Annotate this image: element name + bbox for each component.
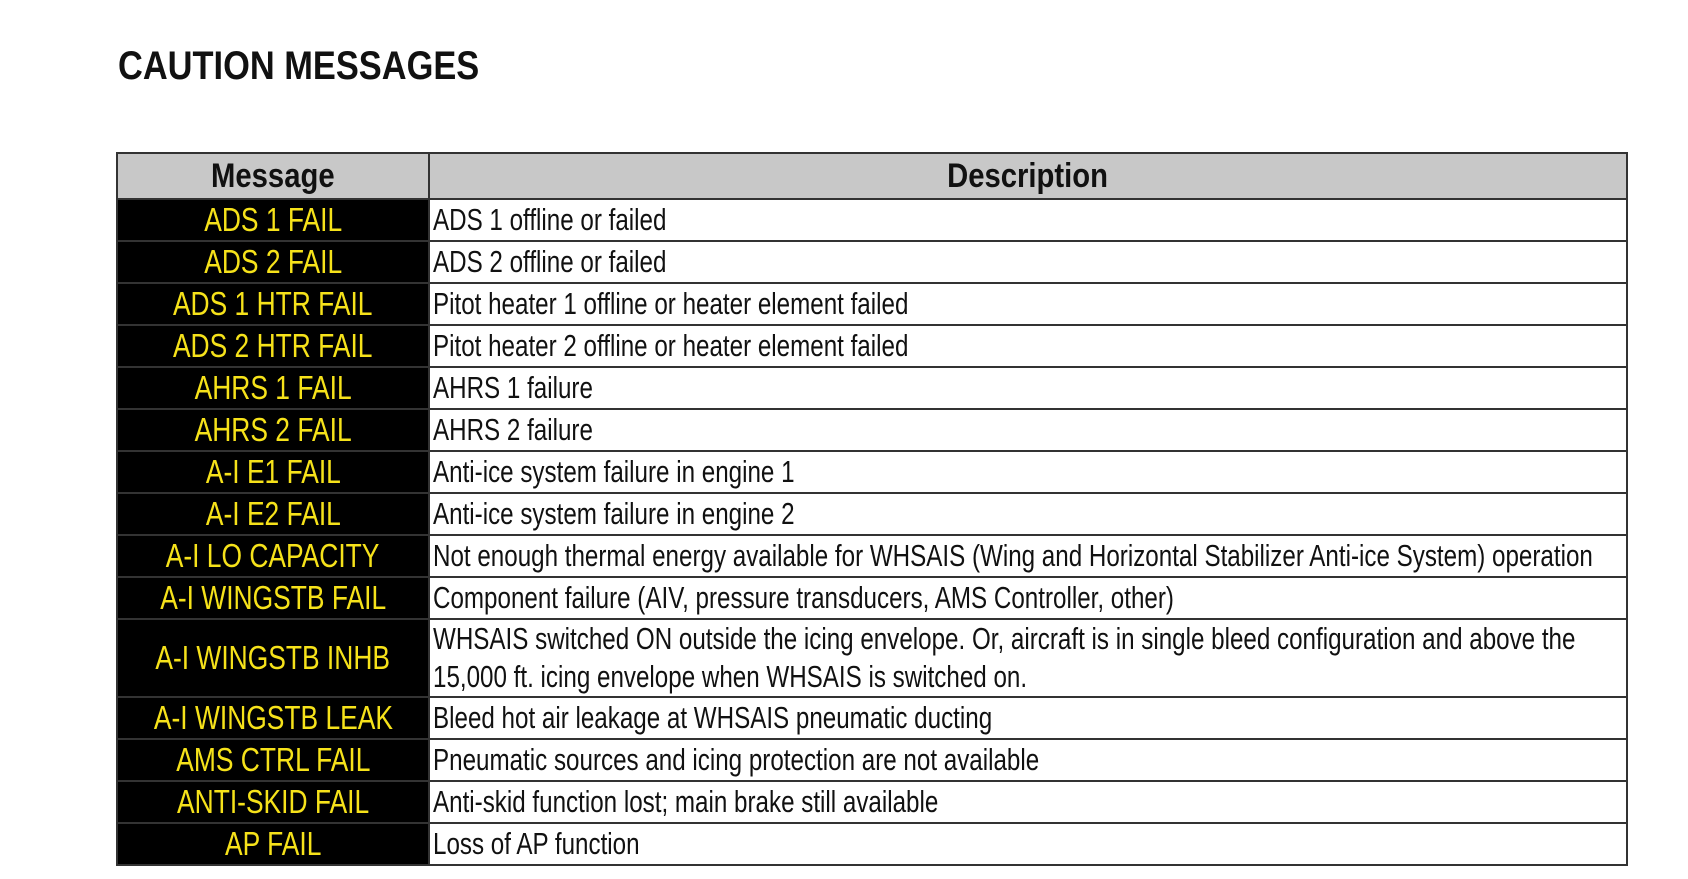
description-cell: WHSAIS switched ON outside the icing envelope. Or, aircraft is in single bleed configuration and above the 15,000 ft. icing envelope when WHSAIS is switched on. <box>429 619 1627 697</box>
caution-messages-table <box>116 152 1628 866</box>
table-row <box>117 823 1627 865</box>
message-cell: ANTI-SKID FAIL <box>117 781 429 823</box>
description-cell: Not enough thermal energy available for WHSAIS (Wing and Horizontal Stabilizer Anti-ice System) operation <box>429 535 1627 577</box>
table-row <box>117 535 1627 577</box>
description-cell: Pitot heater 1 offline or heater element failed <box>429 283 1627 325</box>
message-cell: A-I E2 FAIL <box>117 493 429 535</box>
description-cell: Pitot heater 2 offline or heater element failed <box>429 325 1627 367</box>
description-cell: Anti-ice system failure in engine 1 <box>429 451 1627 493</box>
message-cell: AHRS 2 FAIL <box>117 409 429 451</box>
description-cell: AHRS 2 failure <box>429 409 1627 451</box>
table-row <box>117 619 1627 697</box>
table-row <box>117 241 1627 283</box>
table-row <box>117 739 1627 781</box>
message-cell: ADS 2 FAIL <box>117 241 429 283</box>
description-cell: Component failure (AIV, pressure transducers, AMS Controller, other) <box>429 577 1627 619</box>
message-cell: A-I WINGSTB LEAK <box>117 697 429 739</box>
message-cell: A-I WINGSTB INHB <box>117 619 429 697</box>
description-cell: Bleed hot air leakage at WHSAIS pneumatic ducting <box>429 697 1627 739</box>
description-cell: Anti-ice system failure in engine 2 <box>429 493 1627 535</box>
table-row <box>117 697 1627 739</box>
message-cell: ADS 1 FAIL <box>117 199 429 241</box>
description-cell: Pneumatic sources and icing protection are not available <box>429 739 1627 781</box>
table-row <box>117 451 1627 493</box>
table-row <box>117 367 1627 409</box>
table-header-row <box>117 153 1627 199</box>
message-cell: ADS 1 HTR FAIL <box>117 283 429 325</box>
table-row <box>117 781 1627 823</box>
description-cell: Loss of AP function <box>429 823 1627 865</box>
table-row <box>117 409 1627 451</box>
message-cell: A-I WINGSTB FAIL <box>117 577 429 619</box>
table-row <box>117 325 1627 367</box>
description-cell: Anti-skid function lost; main brake still available <box>429 781 1627 823</box>
message-cell: AHRS 1 FAIL <box>117 367 429 409</box>
message-cell: AMS CTRL FAIL <box>117 739 429 781</box>
table-row <box>117 283 1627 325</box>
column-header-message: Message <box>117 153 429 199</box>
description-cell: ADS 2 offline or failed <box>429 241 1627 283</box>
table-row <box>117 493 1627 535</box>
column-header-description: Description <box>429 153 1627 199</box>
message-cell: AP FAIL <box>117 823 429 865</box>
message-cell: A-I E1 FAIL <box>117 451 429 493</box>
table-row <box>117 577 1627 619</box>
description-cell: AHRS 1 failure <box>429 367 1627 409</box>
description-cell: ADS 1 offline or failed <box>429 199 1627 241</box>
message-cell: A-I LO CAPACITY <box>117 535 429 577</box>
message-cell: ADS 2 HTR FAIL <box>117 325 429 367</box>
page-title: CAUTION MESSAGES <box>118 44 480 88</box>
table-row <box>117 199 1627 241</box>
